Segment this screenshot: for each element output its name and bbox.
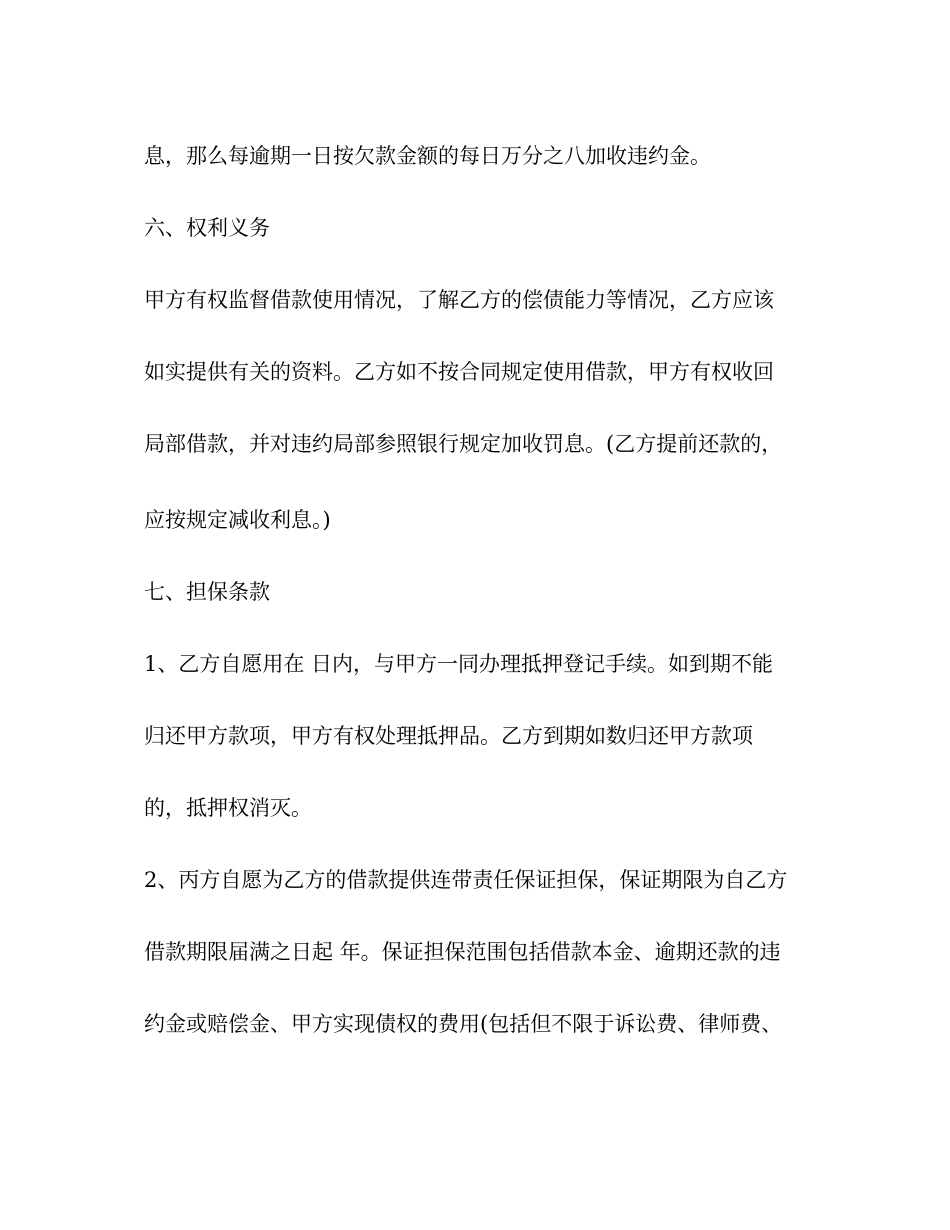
text-line: 应按规定减收利息。)	[144, 508, 331, 532]
text-line: 甲方有权监督借款使用情况，了解乙方的偿债能力等情况，乙方应该	[144, 288, 774, 312]
text-line: 约金或赔偿金、甲方实现债权的费用(包括但不限于诉讼费、律师费、	[144, 1012, 783, 1036]
text-line: 如实提供有关的资料。乙方如不按合同规定使用借款，甲方有权收回	[144, 360, 774, 384]
text-line: 息，那么每逾期一日按欠款金额的每日万分之八加收违约金。	[144, 144, 711, 168]
text-line: 2、丙方自愿为乙方的借款提供连带责任保证担保，保证期限为自乙方	[144, 868, 788, 892]
text-line: 归还甲方款项，甲方有权处理抵押品。乙方到期如数归还甲方款项	[144, 724, 753, 748]
text-line: 的，抵押权消灭。	[144, 796, 312, 820]
section-heading: 六、权利义务	[144, 216, 270, 240]
text-line: 局部借款，并对违约局部参照银行规定加收罚息。(乙方提前还款的，	[144, 432, 783, 456]
section-heading: 七、担保条款	[144, 580, 270, 604]
text-line: 1、乙方自愿用在 日内，与甲方一同办理抵押登记手续。如到期不能	[144, 652, 774, 676]
text-line: 借款期限届满之日起 年。保证担保范围包括借款本金、逾期还款的违	[144, 940, 781, 964]
